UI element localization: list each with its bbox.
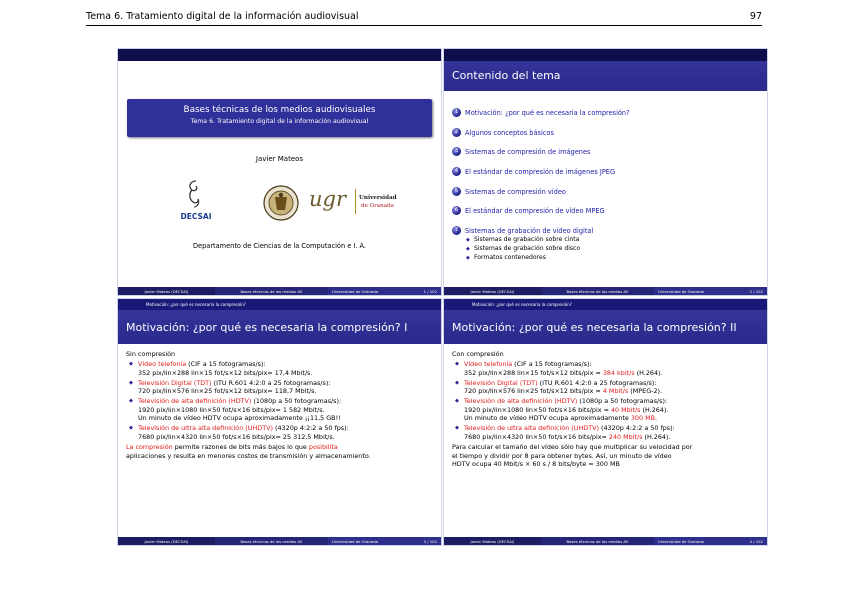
toc-number-bullet: 1 [452,108,461,117]
footer-university-block [654,287,767,295]
item-codec: (H.264). [640,405,669,414]
toc-item[interactable] [452,207,761,227]
slide-4-motivation-2 [444,299,767,545]
slide-topbar [444,49,767,61]
triangle-bullet-icon: ◆ [129,379,133,386]
slide-topbar [118,299,441,310]
triangle-bullet-icon: ◆ [129,360,133,367]
frame-title: Contenido del tema [452,69,561,82]
frame-title-bar [118,310,441,344]
conclusion-part: aplicaciones y resulta en menores costos de transmisión y almacenamiento. [126,451,371,460]
footer-university-block [328,537,441,545]
slide-2-contents [444,49,767,295]
footer-university: Universidad de Granada [331,538,378,544]
ugr-logo-line1: Universidad [359,195,397,201]
item-text: (1080p a 50 fotogramas/s): [577,397,668,406]
footer-university: Universidad de Granada [657,538,704,544]
section-label: Motivación: ¿por qué es necesaria la compresión? [472,302,572,307]
item-text: (CIF a 15 fotogramas/s): [512,359,592,368]
item-text: (CIF a 15 fotogramas/s): [186,359,266,368]
toc-subitem[interactable] [465,245,761,254]
decsai-logo [176,177,216,227]
highlight-term: La compresión [126,443,173,451]
conclusion-part: permite razones de bits más bajos lo que [172,443,309,451]
triangle-bullet-icon: ◆ [455,360,459,367]
highlight-term: Televisión Digital (TDT) [464,378,538,387]
highlight-term: Televisión de ultra alta definición (UHDTV) [464,424,599,433]
item-text: (4320p 4:2:2 a 50 fps): [598,424,675,433]
table-of-contents [452,109,761,263]
item-codec: (H.264). [634,368,663,377]
item-codec: (MPEG-2). [628,387,663,396]
list-item [126,360,436,377]
item-formula: 720 pix/lin×576 lin×25 fot/s×12 bits/pix ≈ [464,387,603,396]
item-text: (4320p 4:2:2 a 50 fps): [272,424,349,433]
footer-course: Bases técnicas de los medios AV [215,287,328,295]
toc-number-bullet: 7 [452,226,461,235]
slide-footer [444,537,767,545]
highlight-term: posibilita [308,443,338,451]
toc-item-label: El estándar de compresión de vídeo MPEG [465,207,605,216]
ugr-crest-icon [257,183,305,223]
toc-item[interactable] [452,129,761,149]
list-item [126,397,436,414]
highlight-value: 300 MB [630,414,655,423]
item-text: (1080p a 50 fotogramas/s): [251,397,342,406]
toc-number-bullet: 4 [452,167,461,176]
decsai-logo-text: DECSAI [180,212,212,221]
list-item [126,379,436,396]
frame-title-bar [444,61,767,91]
triangle-bullet-icon: ◆ [129,425,133,432]
slide-footer [444,287,767,295]
item-formula: 1920 pix/lin×1080 lin×50 fot/s×16 bits/pix ≈ [464,405,611,414]
highlight-term: Televisión de alta definición (HDTV) [464,397,578,406]
toc-number-bullet: 5 [452,187,461,196]
ugr-logo-word: ugr [309,187,347,211]
triangle-bullet-icon: ◆ [466,254,470,261]
list-item [452,424,762,441]
slide-1-title [118,49,441,295]
slide-topbar [444,299,767,310]
item-formula: 7680 pix/lin×4320 lin×50 fot/s×16 bits/pix= 25 312,5 Mbit/s. [138,432,335,441]
toc-item-label: Sistemas de compresión de imágenes [465,148,591,157]
item-text: (ITU R.601 4:2:0 a 25 fotogramas/s): [211,378,331,387]
toc-number-bullet: 3 [452,147,461,156]
note-part: Un minuto de vídeo HDTV ocupa aproximadamente [464,414,631,423]
toc-subitem-label: Sistemas de grabación sobre disco [474,244,581,252]
toc-subitem[interactable] [465,254,761,263]
toc-item[interactable] [452,168,761,188]
item-note: Un minuto de vídeo HDTV ocupa aproximadamente ¡¡11,5 GB!! [138,414,341,423]
conclusion-text [126,443,436,460]
highlight-value: 40 Mbit/s [610,405,641,414]
toc-item[interactable] [452,109,761,129]
triangle-bullet-icon: ◆ [455,379,459,386]
item-note [452,414,762,423]
toc-number-bullet: 6 [452,206,461,215]
toc-number-bullet: 2 [452,128,461,137]
list-item [126,424,436,441]
triangle-bullet-icon: ◆ [455,398,459,405]
frame-title: Motivación: ¿por qué es necesaria la compresión? II [452,321,737,334]
highlight-term: Vídeo telefonía [138,359,187,368]
item-text: (ITU R.601 4:2:0 a 25 fotogramas/s): [537,378,657,387]
footer-university-block [654,537,767,545]
toc-subitem[interactable] [465,236,761,245]
footer-university: Universidad de Granada [657,288,704,294]
section-label: Motivación: ¿por qué es necesaria la compresión? [146,302,246,307]
ugr-logo-divider [355,189,356,214]
triangle-bullet-icon: ◆ [129,398,133,405]
toc-item[interactable] [452,227,761,262]
item-formula: 720 pix/lin×576 lin×25 fot/s×12 bits/pix= 118,7 Mbit/s. [138,387,317,396]
footer-author: Javier Mateos (DECSAI) [118,537,215,545]
toc-item[interactable] [452,188,761,208]
list-item [452,397,762,414]
highlight-term: Televisión de ultra alta definición (UHDTV) [138,424,273,433]
footer-university-block [328,287,441,295]
slide-content [452,350,762,469]
toc-item-label: Algunos conceptos básicos [465,128,554,137]
slide-3-motivation-1 [118,299,441,545]
decsai-emblem-icon [176,177,216,213]
slide-content [126,350,436,460]
highlight-value: 384 kbit/s [602,368,635,377]
page-number: 97 [749,11,762,22]
footer-course: Bases técnicas de los medios AV [541,537,654,545]
footer-course: Bases técnicas de los medios AV [541,287,654,295]
highlight-term: Vídeo telefonía [464,359,513,368]
conclusion-part: HDTV ocupa 40 Mbit/s × 60 s / 8 bits/byte = 300 MB [452,460,620,469]
triangle-bullet-icon: ◆ [466,237,470,244]
footer-page: 3 / 102 [423,538,437,544]
toc-item-label: Motivación: ¿por qué es necesaria la compresión? [465,109,630,117]
slide-footer [118,537,441,545]
footer-page: 4 / 102 [749,538,763,544]
triangle-bullet-icon: ◆ [466,245,470,252]
ugr-logo [257,183,397,223]
presentation-subtitle: Tema 6. Tratamiento digital de la información audiovisual [190,118,369,125]
list-item [452,360,762,377]
footer-author: Javier Mateos (DECSAI) [118,287,215,295]
footer-author: Javier Mateos (DECSAI) [444,287,541,295]
content-intro: Sin compresión [126,350,176,358]
highlight-term: Televisión Digital (TDT) [138,378,212,387]
highlight-term: Televisión de alta definición (HDTV) [138,397,252,406]
item-formula: 352 pix/lin×288 lin×15 fot/s×12 bits/pix= 17,4 Mbit/s. [138,368,313,377]
toc-item[interactable] [452,148,761,168]
department-name: Departamento de Ciencias de la Computación e I. A. [192,242,366,250]
list-item [452,379,762,396]
header-title: Tema 6. Tratamiento digital de la información audiovisual [86,11,359,22]
footer-university: Universidad de Granada [331,288,378,294]
toc-item-label: El estándar de compresión de imágenes JPEG [465,168,616,177]
conclusion-text [452,443,762,469]
note-part: . [655,414,658,423]
footer-page: 1 / 102 [423,288,437,294]
title-block [127,99,432,137]
highlight-value: 4 Mbit/s [602,387,629,396]
footer-page: 2 / 102 [749,288,763,294]
slide-footer [118,287,441,295]
frame-title-bar [444,310,767,344]
conclusion-part: el tiempo y dividir por 8 para obtener bytes. Así, un minuto de vídeo [452,451,672,460]
ugr-logo-line2: de Granada [361,203,394,209]
footer-course: Bases técnicas de los medios AV [215,537,328,545]
item-formula: 1920 pix/lin×1080 lin×50 fot/s×16 bits/pix= 1 582 Mbit/s. [138,405,325,414]
item-formula: 352 pix/lin×288 lin×15 fot/s×12 bits/pix ≈ [464,368,603,377]
triangle-bullet-icon: ◆ [455,425,459,432]
conclusion-part: Para calcular el tamaño del vídeo sólo hay que multiplicar su velocidad por [452,443,693,451]
author-name: Javier Mateos [255,155,304,163]
slide-topbar [118,49,441,61]
toc-subitem-label: Formatos contenedores [474,253,546,261]
presentation-title: Bases técnicas de los medios audiovisuales [183,105,376,115]
toc-subitem-label: Sistemas de grabación sobre cinta [474,236,580,244]
frame-title: Motivación: ¿por qué es necesaria la compresión? I [126,321,408,334]
footer-author: Javier Mateos (DECSAI) [444,537,541,545]
toc-item-label: Sistemas de grabación de vídeo digital [465,227,594,236]
toc-item-label: Sistemas de compresión vídeo [465,187,566,196]
highlight-value: 240 Mbit/s [608,432,643,441]
item-formula: 7680 pix/lin×4320 lin×50 fot/s×16 bits/pix≈ [464,432,609,441]
page-header [86,9,762,26]
content-intro: Con compresión [452,350,504,358]
item-codec: (H.264). [642,432,671,441]
